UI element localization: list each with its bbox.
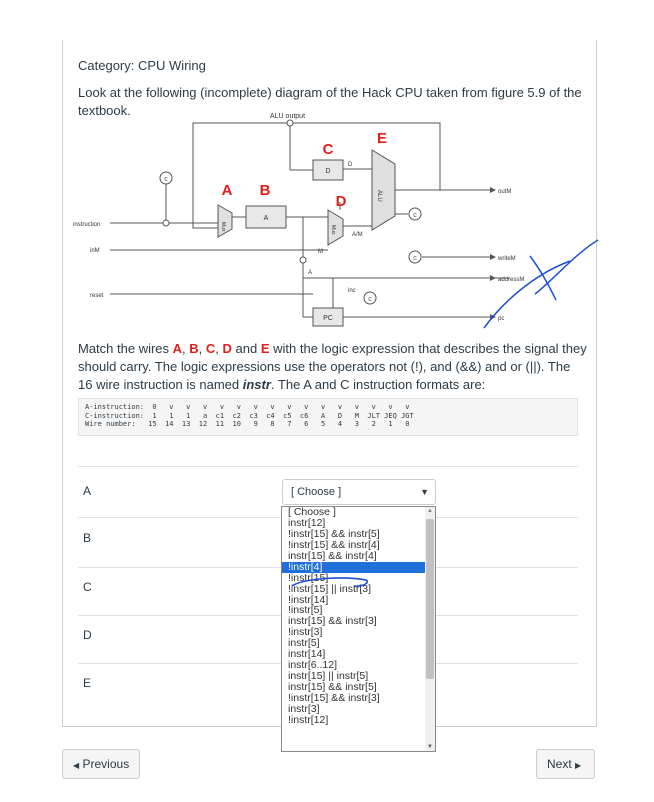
answer-dropdown-list[interactable] bbox=[281, 506, 436, 752]
instruction-label: instruction bbox=[73, 222, 101, 228]
question-label-c: C bbox=[83, 580, 92, 594]
diagram-letter-d: D bbox=[335, 193, 347, 210]
question-label-b: B bbox=[83, 531, 92, 545]
pc-output-label: pc bbox=[498, 316, 505, 322]
dropdown-option[interactable]: !instr[15] && instr[5] bbox=[288, 527, 380, 540]
chevron-down-icon: ▼ bbox=[420, 487, 429, 497]
mux1-label: Mux bbox=[220, 222, 226, 232]
dropdown-option[interactable]: !instr[5] bbox=[288, 604, 323, 617]
dropdown-option[interactable]: !instr[15] && instr[3] bbox=[288, 691, 380, 704]
dropdown-option[interactable]: !instr[12] bbox=[288, 713, 329, 726]
dropdown-option[interactable]: instr[6..12] bbox=[288, 659, 338, 672]
dropdown-scrollbar[interactable] bbox=[425, 507, 435, 751]
category-label: Category: CPU Wiring bbox=[78, 58, 206, 73]
diagram-letter-c: C bbox=[322, 141, 334, 158]
dropdown-option[interactable]: instr[15] && instr[3] bbox=[288, 615, 377, 628]
dropdown-option[interactable]: instr[15] && instr[5] bbox=[288, 681, 377, 693]
dropdown-option[interactable]: !instr[15] bbox=[288, 571, 329, 584]
c-label-2: c bbox=[413, 212, 417, 219]
pen-scribble bbox=[284, 574, 374, 590]
instruction-format-block: A-instruction: 0 v v v v v v v v v v v v v v v C-instruction: 1 1 1 a c1 c2 c3 c4 c5 c6 A D M JLT JEQ JGT Wire number: 15 14 13 12 11 10 9 8 7 6 5 4 3 2 1 0 bbox=[78, 398, 578, 436]
divider bbox=[78, 466, 578, 467]
mux2-label: Mux bbox=[330, 225, 336, 235]
question-label-d: D bbox=[83, 628, 92, 642]
addressm-label: addressM bbox=[498, 277, 525, 283]
dropdown-option[interactable]: !instr[3] bbox=[288, 626, 323, 639]
scrollbar-thumb[interactable] bbox=[426, 519, 434, 679]
dropdown-option[interactable]: instr[15] || instr[5] bbox=[288, 670, 369, 683]
cpu-diagram bbox=[70, 110, 525, 330]
writem-label: writeM bbox=[498, 256, 516, 262]
answer-select-a[interactable]: [ Choose ] ▼ bbox=[282, 479, 436, 505]
scroll-down-icon[interactable]: ▼ bbox=[427, 744, 433, 750]
m-label: M bbox=[318, 249, 323, 255]
d-register-label: D bbox=[325, 168, 331, 175]
match-instructions: Match the wires A, B, C, D and E with the logic expression that describes the signal they should carry. The logic expressions use the operators not (!), and (&&) and or (||). The 16 wire instruction is named instr. The A and C instruction formats are: bbox=[78, 341, 587, 392]
alu-label: ALU bbox=[376, 190, 382, 202]
d-small-label: D bbox=[348, 162, 353, 168]
c-label-3: c bbox=[413, 255, 417, 262]
dropdown-option[interactable]: instr[3] bbox=[288, 702, 320, 715]
dropdown-option[interactable]: instr[14] bbox=[288, 648, 326, 661]
dropdown-option[interactable]: instr[15] && instr[4] bbox=[288, 549, 377, 562]
dropdown-option[interactable]: instr[5] bbox=[288, 637, 320, 650]
a-register-label: A bbox=[263, 215, 269, 222]
pc-register-label: PC bbox=[323, 315, 333, 322]
previous-button[interactable]: ◀ Previous bbox=[62, 749, 140, 779]
inc-label: inc bbox=[348, 288, 356, 294]
dropdown-option[interactable]: instr[12] bbox=[288, 516, 326, 529]
diagram-letter-b: B bbox=[259, 182, 271, 199]
intro-text: Look at the following (incomplete) diagram of the Hack CPU taken from figure 5.9 of the textbook. bbox=[78, 85, 582, 118]
chevron-left-icon: ◀ bbox=[73, 761, 80, 770]
scroll-up-icon[interactable]: ▲ bbox=[427, 508, 433, 514]
alu-output-label: ALU output bbox=[270, 113, 306, 120]
dropdown-option[interactable]: !instr[4] bbox=[282, 562, 426, 573]
a-small-label: A bbox=[308, 270, 313, 276]
diagram-letter-a: A bbox=[221, 182, 233, 199]
dropdown-option[interactable]: !instr[15] || instr[3] bbox=[288, 582, 372, 595]
pen-annotation bbox=[480, 236, 610, 336]
diagram-letter-e: E bbox=[376, 130, 388, 147]
chevron-right-icon: ▶ bbox=[575, 761, 582, 770]
question-label-a: A bbox=[83, 484, 92, 498]
dropdown-option[interactable]: !instr[15] && instr[4] bbox=[288, 538, 380, 551]
reset-label: reset bbox=[90, 293, 104, 299]
question-label-e: E bbox=[83, 676, 92, 690]
am-label: A/M bbox=[352, 232, 363, 238]
dropdown-option[interactable]: !instr[14] bbox=[288, 593, 329, 606]
inm-label: inM bbox=[90, 248, 100, 254]
outm-label: outM bbox=[498, 189, 512, 195]
c-label-4: c bbox=[368, 296, 372, 303]
next-button[interactable]: Next ▶ bbox=[536, 749, 595, 779]
dropdown-option[interactable]: [ Choose ] bbox=[288, 506, 336, 518]
c-label-1: c bbox=[164, 176, 168, 183]
